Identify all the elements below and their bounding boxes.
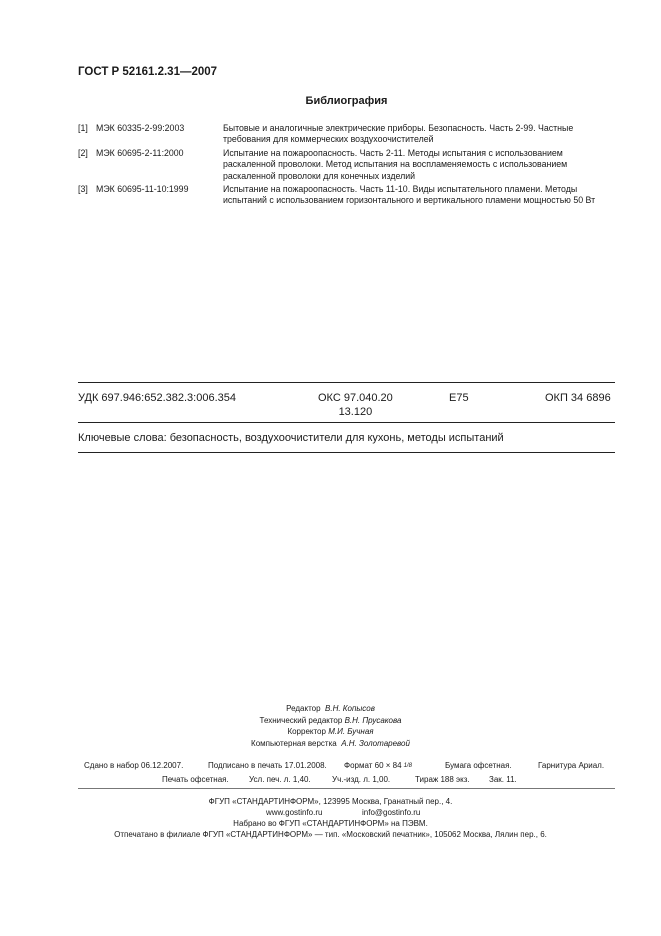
- bibliography-item-reference: МЭК 60335-2-99:2003: [96, 123, 185, 133]
- bibliography-title: [0, 95, 661, 107]
- oks-code: [318, 391, 393, 419]
- classification-code: Е75: [449, 392, 469, 404]
- bibliography-item: [78, 123, 616, 146]
- publisher-typeset: Набрано во ФГУП «СТАНДАРТИНФОРМ» на ПЭВМ.: [233, 819, 428, 828]
- publisher-email: info@gostinfo.ru: [362, 808, 421, 817]
- print-font: Гарнитура Ариал.: [538, 761, 605, 770]
- credit-layout: Компьютерная верстка А.Н. Золотаревой: [251, 738, 410, 748]
- credit-tech-editor: Технический редактор В.Н. Прусакова: [259, 715, 402, 725]
- bibliography-item-number: [3]: [78, 184, 88, 195]
- bibliography-list: [78, 123, 616, 209]
- print-format: Формат 60 × 84 1/8: [344, 761, 412, 770]
- divider-bottom: [78, 452, 615, 453]
- print-submitted: Сдано в набор 06.12.2007.: [84, 761, 184, 770]
- bibliography-item-reference: МЭК 60695-2-11:2000: [96, 147, 184, 158]
- print-run: Тираж 188 экз.: [415, 775, 470, 784]
- bibliography-item-number: [1]: [78, 123, 88, 133]
- document-code: ГОСТ Р 52161.2.31—2007: [78, 66, 218, 78]
- credits-block: [0, 703, 661, 749]
- publisher-website: www.gostinfo.ru: [266, 808, 323, 817]
- print-paper: Бумага офсетная.: [445, 761, 512, 770]
- print-signed: Подписано в печать 17.01.2008.: [208, 761, 327, 770]
- print-format-fraction: 1/8: [403, 763, 412, 769]
- bibliography-item-number: [2]: [78, 147, 88, 158]
- udk-code: УДК 697.946:652.382.3:006.354: [78, 392, 236, 404]
- bibliography-item-description: Испытание на пожароопасность. Часть 11-10. Виды испытательного пламени. Методы испытаний с использованием горизонтального и вертикального пламени мощностью 50 Вт: [223, 184, 596, 206]
- divider-top: [78, 382, 615, 383]
- publisher-printed: Отпечатано в филиале ФГУП «СТАНДАРТИНФОРМ» — тип. «Московский печатник», 105062 Москва, Лялин пер., 6.: [114, 830, 547, 839]
- bibliography-item-description: Испытание на пожароопасность. Часть 2-11. Методы испытания с использованием раскаленной проволоки. Метод испытания на воспламеняемость с использованием раскаленной проволоки для конечных изделий: [223, 147, 568, 181]
- publisher-address: ФГУП «СТАНДАРТИНФОРМ», 123995 Москва, Гранатный пер., 4.: [208, 797, 453, 806]
- keywords: Ключевые слова: безопасность, воздухоочистители для кухонь, методы испытаний: [78, 432, 504, 444]
- credit-corrector: Корректор М.И. Бучная: [287, 727, 374, 737]
- print-method: Печать офсетная.: [162, 775, 229, 784]
- bibliography-item: [78, 148, 616, 182]
- oks-code-line2: 13.120: [338, 406, 373, 418]
- okp-code: ОКП 34 6896: [545, 392, 611, 404]
- bibliography-item-description: Бытовые и аналогичные электрические приборы. Безопасность. Часть 2-99. Частные требования для коммерческих воздухоочистителей: [223, 123, 574, 145]
- print-edit-sheets: Уч.-изд. л. 1,00.: [332, 775, 391, 784]
- print-order: Зак. 11.: [489, 775, 517, 784]
- credit-editor: Редактор В.Н. Копысов: [286, 704, 375, 713]
- divider-footer: [78, 788, 615, 789]
- oks-code-line1: ОКС 97.040.20: [318, 392, 393, 404]
- bibliography-title-text: Библиография: [305, 95, 388, 107]
- bibliography-item-reference: МЭК 60695-11-10:1999: [96, 184, 189, 195]
- print-sheets: Усл. печ. л. 1,40.: [249, 775, 311, 784]
- bibliography-item: [78, 184, 616, 207]
- divider-middle: [78, 422, 615, 423]
